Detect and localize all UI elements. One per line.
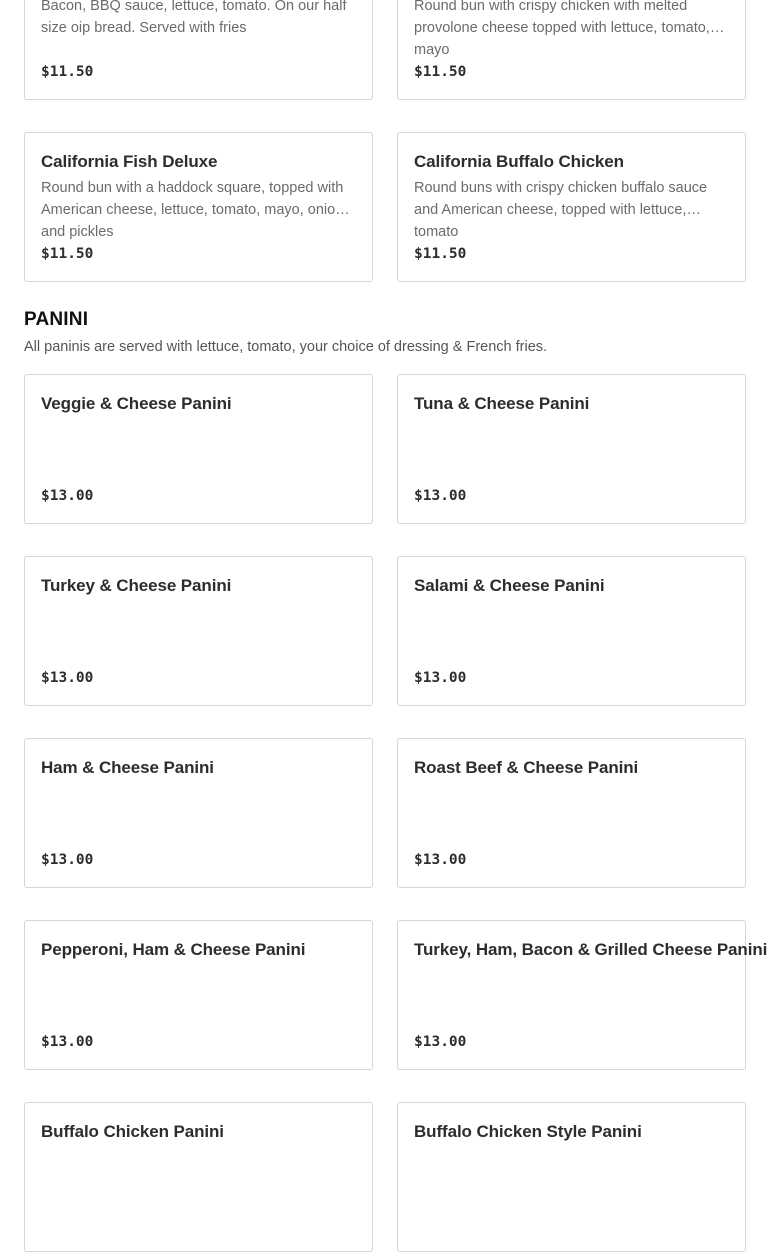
menu-item-card[interactable]: [24, 132, 373, 282]
menu-item-price: $13.00: [414, 1034, 467, 1050]
menu-item-name: Roast Beef & Cheese Panini: [414, 758, 639, 777]
menu-item-price: $13.00: [414, 852, 467, 868]
menu-item-name: Turkey & Cheese Panini: [41, 576, 232, 595]
menu-item-card[interactable]: [24, 738, 373, 888]
menu-item-card[interactable]: [24, 0, 373, 100]
menu-item-price: $13.00: [41, 852, 94, 868]
section-title: PANINI: [24, 309, 89, 330]
menu-item-description: Round bun with crispy chicken with melted provolone cheese topped with lettuce, tomato, mayo: [414, 0, 710, 58]
menu-item-name: Veggie & Cheese Panini: [41, 394, 232, 413]
sandwich-grid: [24, 0, 746, 282]
menu-item-name: Buffalo Chicken Style Panini: [414, 1122, 642, 1141]
menu-item-card[interactable]: [24, 374, 373, 524]
menu-item-name: Pepperoni, Ham & Cheese Panini: [41, 940, 306, 959]
menu-item-card[interactable]: [397, 132, 746, 282]
section-description: All paninis are served with lettuce, tomato, your choice of dressing & French fries.: [24, 339, 548, 355]
menu-item-description: Bacon, BBQ sauce, lettuce, tomato. On our half size oip bread. Served with fries: [41, 0, 347, 36]
menu-item-price: $13.00: [41, 1034, 94, 1050]
menu-item-description: Round buns with crispy chicken buffalo sauce and American cheese, topped with lettuce, tomato: [414, 180, 708, 240]
menu-item-card[interactable]: [397, 0, 746, 100]
menu-item-price: $11.50: [414, 64, 467, 80]
menu-item-card[interactable]: [24, 920, 373, 1070]
menu-item-card[interactable]: [397, 374, 746, 524]
menu-item-name: Tuna & Cheese Panini: [414, 394, 590, 413]
menu-item-name: Buffalo Chicken Panini: [41, 1122, 224, 1141]
menu-item-name: California Fish Deluxe: [41, 152, 218, 171]
menu-item-card[interactable]: [397, 1102, 746, 1252]
menu-item-price: $11.50: [414, 246, 467, 262]
menu-item-price: $11.50: [41, 246, 94, 262]
menu-item-price: $13.00: [414, 488, 467, 504]
panini-grid: [24, 374, 768, 1252]
menu-item-card[interactable]: [24, 1102, 373, 1252]
menu-item-card[interactable]: [397, 738, 746, 888]
menu-item-card[interactable]: [24, 556, 373, 706]
menu-item-price: $13.00: [414, 670, 467, 686]
menu-item-name: Ham & Cheese Panini: [41, 758, 214, 777]
menu-item-card[interactable]: [397, 920, 768, 1070]
menu-item-name: Turkey, Ham, Bacon & Grilled Cheese Panini: [414, 940, 768, 959]
menu-item-name: Salami & Cheese Panini: [414, 576, 605, 595]
menu-item-price: $13.00: [41, 670, 94, 686]
menu-item-price: $13.00: [41, 488, 94, 504]
menu-item-name: California Buffalo Chicken: [414, 152, 624, 171]
menu-item-card[interactable]: [397, 556, 746, 706]
menu-item-price: $11.50: [41, 64, 94, 80]
menu-item-description: Round bun with a haddock square, topped with American cheese, lettuce, tomato, mayo, onion and pickles: [41, 180, 344, 240]
